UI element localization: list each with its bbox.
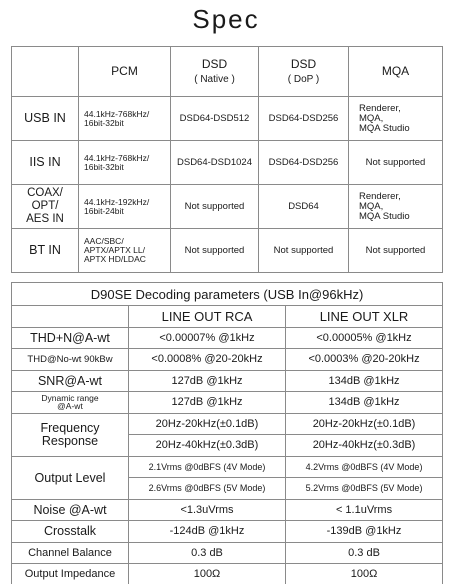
row-label: Noise @A-wt [12, 499, 129, 521]
row-label [12, 185, 79, 229]
cell-rca: 20Hz-40kHz(±0.3dB) [129, 435, 286, 457]
cell-xlr: <0.0003% @20-20kHz [286, 349, 443, 371]
col-dsd-native [171, 47, 259, 97]
col-pcm-label: PCM [111, 64, 138, 78]
col-dsd-dop [259, 47, 349, 97]
cell-rca: <0.0008% @20-20kHz [129, 349, 286, 371]
cell-xlr: <0.00005% @1kHz [286, 327, 443, 349]
row-snr [12, 370, 443, 392]
col-mqa-label: MQA [381, 64, 410, 78]
row-label-line: Dynamic range [41, 393, 99, 404]
row-label-line: Frequency [40, 420, 100, 435]
col-dsd-native-label: DSD [201, 56, 228, 71]
spec-row-coax [12, 185, 443, 229]
cell-pcm [79, 97, 171, 141]
cell-mqa-line: Renderer, [359, 102, 401, 114]
cell-dsd-native: DSD64-DSD512 [171, 97, 259, 141]
col-mqa [349, 47, 443, 97]
row-label-line: OPT/ [31, 200, 59, 212]
decoding-title: D90SE Decoding parameters (USB In@96kHz) [12, 283, 443, 306]
col-dsd-dop-label: DSD [290, 56, 317, 71]
row-label: THD@No-wt 90kBw [12, 349, 129, 371]
col-line-out-rca: LINE OUT RCA [129, 306, 286, 328]
cell-xlr: < 1.1uVrms [286, 499, 443, 521]
cell-pcm-line: 44.1kHz-192kHz/ [84, 196, 150, 207]
row-output-impedance [12, 564, 443, 584]
cell-pcm [79, 229, 171, 273]
decoding-title-row [12, 283, 443, 306]
cell-rca: 0.3 dB [129, 542, 286, 564]
cell-pcm-line: 44.1kHz-768kHz/ [84, 108, 150, 119]
cell-pcm-line: AAC/SBC/ [84, 236, 124, 246]
cell-mqa [349, 185, 443, 229]
cell-rca: 127dB @1kHz [129, 392, 286, 414]
decoding-header-row [12, 306, 443, 328]
cell-dsd-dop: DSD64 [259, 185, 349, 229]
cell-dsd-native: Not supported [171, 229, 259, 273]
cell-pcm [79, 185, 171, 229]
row-crosstalk [12, 521, 443, 543]
spec-table [11, 46, 443, 273]
cell-mqa-line: MQA Studio [359, 210, 410, 222]
page-title: Spec [192, 4, 260, 34]
row-label: USB IN [12, 97, 79, 141]
cell-mqa: Not supported [349, 141, 443, 185]
cell-dsd-dop: DSD64-DSD256 [259, 141, 349, 185]
row-label: THD+N@A-wt [12, 327, 129, 349]
cell-xlr: -139dB @1kHz [286, 521, 443, 543]
row-frequency-1 [12, 413, 443, 435]
col-line-out-xlr: LINE OUT XLR [286, 306, 443, 328]
cell-xlr: 4.2Vrms @0dBFS (4V Mode) [286, 456, 443, 478]
row-label [12, 413, 129, 456]
cell-dsd-native: DSD64-DSD1024 [171, 141, 259, 185]
cell-rca: <0.00007% @1kHz [129, 327, 286, 349]
cell-pcm-line: APTX HD/LDAC [84, 254, 146, 264]
row-noise [12, 499, 443, 521]
cell-pcm-line: APTX/APTX LL/ [84, 245, 145, 255]
cell-mqa-line: MQA, [359, 112, 384, 124]
col-dsd-native-sub: ( Native ) [194, 73, 235, 85]
cell-xlr: 20Hz-20kHz(±0.1dB) [286, 413, 443, 435]
spec-corner-cell [12, 47, 79, 97]
cell-pcm-line: 16bit-24bit [84, 205, 124, 216]
cell-dsd-dop: Not supported [259, 229, 349, 273]
cell-xlr: 20Hz-40kHz(±0.3dB) [286, 435, 443, 457]
row-label-line: @A-wt [57, 401, 83, 412]
cell-dsd-native: Not supported [171, 185, 259, 229]
cell-mqa-line: MQA Studio [359, 122, 410, 134]
row-label-line: Response [41, 433, 99, 448]
cell-mqa: Not supported [349, 229, 443, 273]
spec-row-usb [12, 97, 443, 141]
col-dsd-dop-sub: ( DoP ) [287, 73, 320, 85]
cell-pcm-line: 44.1kHz-768kHz/ [84, 152, 150, 163]
cell-xlr: 134dB @1kHz [286, 392, 443, 414]
cell-rca: <1.3uVrms [129, 499, 286, 521]
row-label [12, 392, 129, 414]
cell-pcm-line: 16bit-32bit [84, 117, 124, 128]
spec-row-iis [12, 141, 443, 185]
cell-rca: -124dB @1kHz [129, 521, 286, 543]
row-label-line: AES IN [26, 213, 64, 225]
cell-xlr: 5.2Vrms @0dBFS (5V Mode) [286, 478, 443, 500]
row-label: Output Impedance [12, 564, 129, 584]
cell-xlr: 134dB @1kHz [286, 370, 443, 392]
row-output-1 [12, 456, 443, 478]
col-pcm [79, 47, 171, 97]
cell-rca: 2.1Vrms @0dBFS (4V Mode) [129, 456, 286, 478]
cell-mqa-line: MQA, [359, 200, 384, 212]
cell-rca: 20Hz-20kHz(±0.1dB) [129, 413, 286, 435]
row-dynamic-range [12, 392, 443, 414]
cell-xlr: 100Ω [286, 564, 443, 584]
row-label: Channel Balance [12, 542, 129, 564]
row-label: Crosstalk [12, 521, 129, 543]
row-thd-nowt [12, 349, 443, 371]
row-thd-awt [12, 327, 443, 349]
cell-mqa-line: Renderer, [359, 190, 401, 202]
decoding-corner-cell [12, 306, 129, 328]
cell-rca: 100Ω [129, 564, 286, 584]
row-channel-balance [12, 542, 443, 564]
cell-rca: 127dB @1kHz [129, 370, 286, 392]
spec-row-bt [12, 229, 443, 273]
cell-pcm [79, 141, 171, 185]
cell-dsd-dop: DSD64-DSD256 [259, 97, 349, 141]
decoding-table [11, 282, 443, 584]
row-label: SNR@A-wt [12, 370, 129, 392]
spec-header-row [12, 47, 443, 97]
cell-pcm-line: 16bit-32bit [84, 161, 124, 172]
row-label-line: COAX/ [27, 187, 63, 199]
row-label: Output Level [12, 456, 129, 499]
row-label: BT IN [12, 229, 79, 273]
cell-mqa [349, 97, 443, 141]
cell-xlr: 0.3 dB [286, 542, 443, 564]
row-label: IIS IN [12, 141, 79, 185]
cell-rca: 2.6Vrms @0dBFS (5V Mode) [129, 478, 286, 500]
